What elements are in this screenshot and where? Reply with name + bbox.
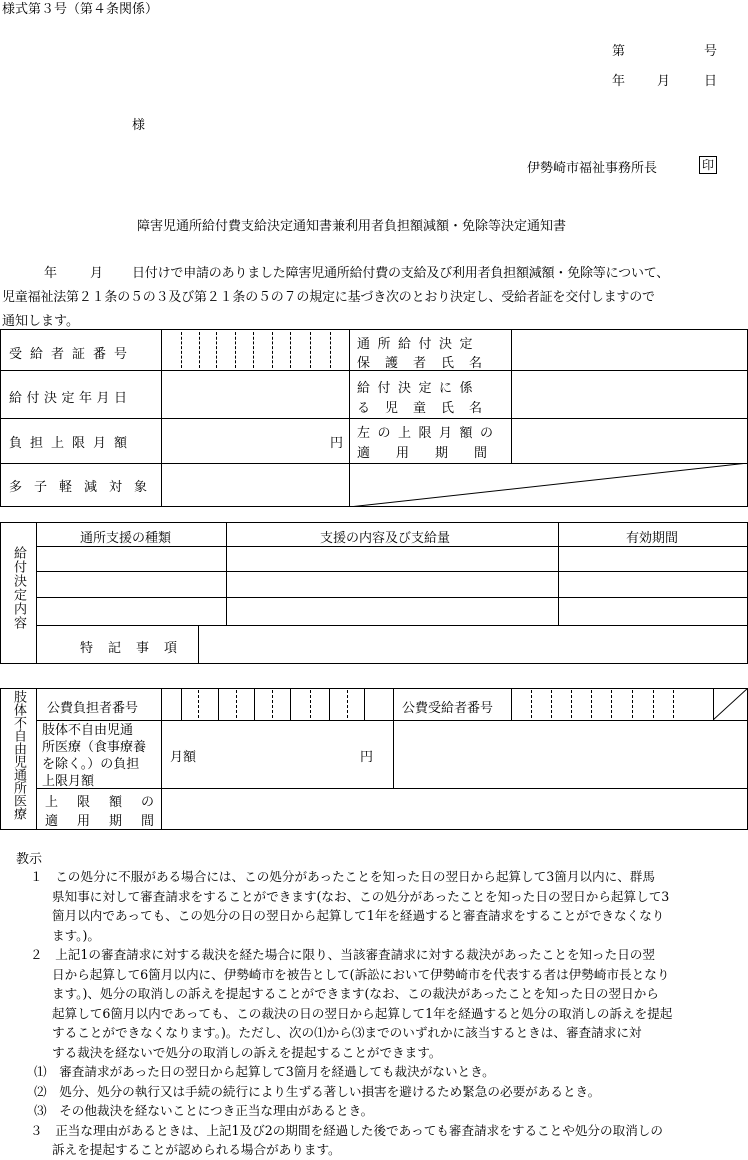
note-line: ⑴ 審査請求があった日の翌日から起算して3箇月を経過しても裁決がないとき。 xyxy=(34,1064,495,1079)
addressee-suffix: 様 xyxy=(132,118,146,133)
doc-number-prefix: 第 xyxy=(612,44,626,59)
note-line: する裁決を経ないで処分の取消しの訴えを提起することができます。 xyxy=(52,1044,442,1060)
issuer-name: 伊勢崎市福祉事務所長 xyxy=(527,161,658,176)
notes-heading: 教示 xyxy=(16,852,43,867)
guardian-name-label-1: 通所給付決定 xyxy=(357,337,481,352)
special-notes-label: 特記事項 xyxy=(80,641,193,656)
medical-limit-line-4: 上限月額 xyxy=(42,774,95,789)
note-line: 訴えを提起することが認められる場合があります。 xyxy=(52,1142,341,1157)
note-line: 日から起算して6箇月以内に、伊勢崎市を被告として(訴訟において伊勢崎市を代表する者は伊勢崎市長となり xyxy=(52,966,670,982)
doc-number-suffix: 号 xyxy=(704,44,718,59)
monthly-label: 月額 xyxy=(170,750,197,765)
form-number: 様式第３号（第４条関係） xyxy=(2,2,159,17)
medical-period-label-2: 適用期間 xyxy=(45,814,174,829)
child-name-label-2: る児童氏名 xyxy=(357,401,498,416)
medical-limit-line-1: 肢体不自由児通 xyxy=(42,723,134,738)
public-recipient-number-label: 公費受給者番号 xyxy=(402,701,494,716)
limit-amount-yen: 円 xyxy=(330,436,344,451)
period-label-2: 適用期間 xyxy=(357,446,514,461)
medical-limit-label xyxy=(42,722,146,790)
col-service-content: 支援の内容及び支給量 xyxy=(320,531,451,546)
note-line: 起算して6箇月以内であっても、この裁決の日の翌日から起算して1年を経過すると処分の取消しの訴えを提起 xyxy=(52,1005,673,1021)
intro-text-2: 児童福祉法第２１条の５の３及び第２１条の５の７の規定に基づき次のとおり決定し、受給者証を交付しますので xyxy=(2,290,655,305)
seal-stamp: 印 xyxy=(699,156,717,174)
col-valid-period: 有効期間 xyxy=(626,531,679,546)
col-service-type: 通所支援の種類 xyxy=(80,531,172,546)
date-day: 日 xyxy=(704,74,718,89)
recipient-number-diagonal xyxy=(713,688,748,720)
date-month: 月 xyxy=(657,74,671,89)
intro-month: 月 xyxy=(90,266,104,281)
monthly-yen: 円 xyxy=(360,750,374,765)
note-line: ２ 上記1の審査請求に対する裁決を経た場合に限り、当該審査請求に対する裁決があったことを知った日の翌 xyxy=(30,947,655,962)
multi-child-label: 多子軽減対象 xyxy=(9,480,160,495)
document-title: 障害児通所給付費支給決定通知書兼利用者負担額減額・免除等決定通知書 xyxy=(137,219,567,234)
intro-text-3: 通知します。 xyxy=(2,314,79,329)
note-line: ⑶ その他裁決を経ないことにつき正当な理由があるとき。 xyxy=(34,1103,374,1118)
limit-amount-label: 負担上限月額 xyxy=(9,436,136,451)
note-line: ます。)。 xyxy=(52,927,100,943)
note-line: 箇月以内であっても、この処分の日の翌日から起算して1年を経過すると審査請求をすることができなくなり xyxy=(52,908,665,923)
multi-child-diagonal xyxy=(349,463,748,507)
benefit-side-label: 給付決定内容 xyxy=(11,546,26,630)
decision-date-label: 給付決定年月日 xyxy=(9,391,132,406)
intro-year: 年 xyxy=(44,266,58,281)
child-name-label-1: 給付決定に係 xyxy=(357,381,481,396)
recipient-number-label: 受給者証番号 xyxy=(9,347,136,362)
guardian-name-label-2: 保護者氏名 xyxy=(357,356,498,371)
medical-limit-line-3: を除く。）の負担 xyxy=(42,757,140,772)
note-line: ⑵ 処分、処分の執行又は手続の続行により生ずる著しい損害を避けるため緊急の必要があるとき。 xyxy=(34,1083,601,1099)
medical-limit-line-2: 所医療（食事療養 xyxy=(42,740,147,755)
payer-number-label: 公費負担者番号 xyxy=(47,701,139,716)
note-line: １ この処分に不服がある場合には、この処分があったことを知った日の翌日から起算して3箇月以内に、群馬 xyxy=(30,869,655,884)
medical-side-label: 肢体不自由児通所医療 xyxy=(11,690,26,820)
note-line: ３ 正当な理由があるときは、上記1及び2の期間を経過した後であっても審査請求をすることや処分の取消しの xyxy=(30,1122,663,1138)
intro-text-1: 日付けで申請のありました障害児通所給付費の支給及び利用者負担額減額・免除等について、 xyxy=(132,266,670,281)
notes-section xyxy=(30,867,672,1160)
period-label-1: 左の上限月額の xyxy=(357,426,501,441)
note-line: 県知事に対して審査請求をすることができます(なお、この処分があったことを知った日の翌日から起算して3 xyxy=(52,888,670,904)
medical-period-label-1: 上限額の xyxy=(45,795,174,810)
date-year: 年 xyxy=(612,74,626,89)
note-line: ます。)、処分の取消しの訴えを提起することができます(なお、この裁決があったことを知った日の翌日から xyxy=(52,986,659,1001)
note-line: することができなくなります。)。ただし、次の⑴から⑶までのいずれかに該当するときは、審査請求に対 xyxy=(52,1025,642,1040)
